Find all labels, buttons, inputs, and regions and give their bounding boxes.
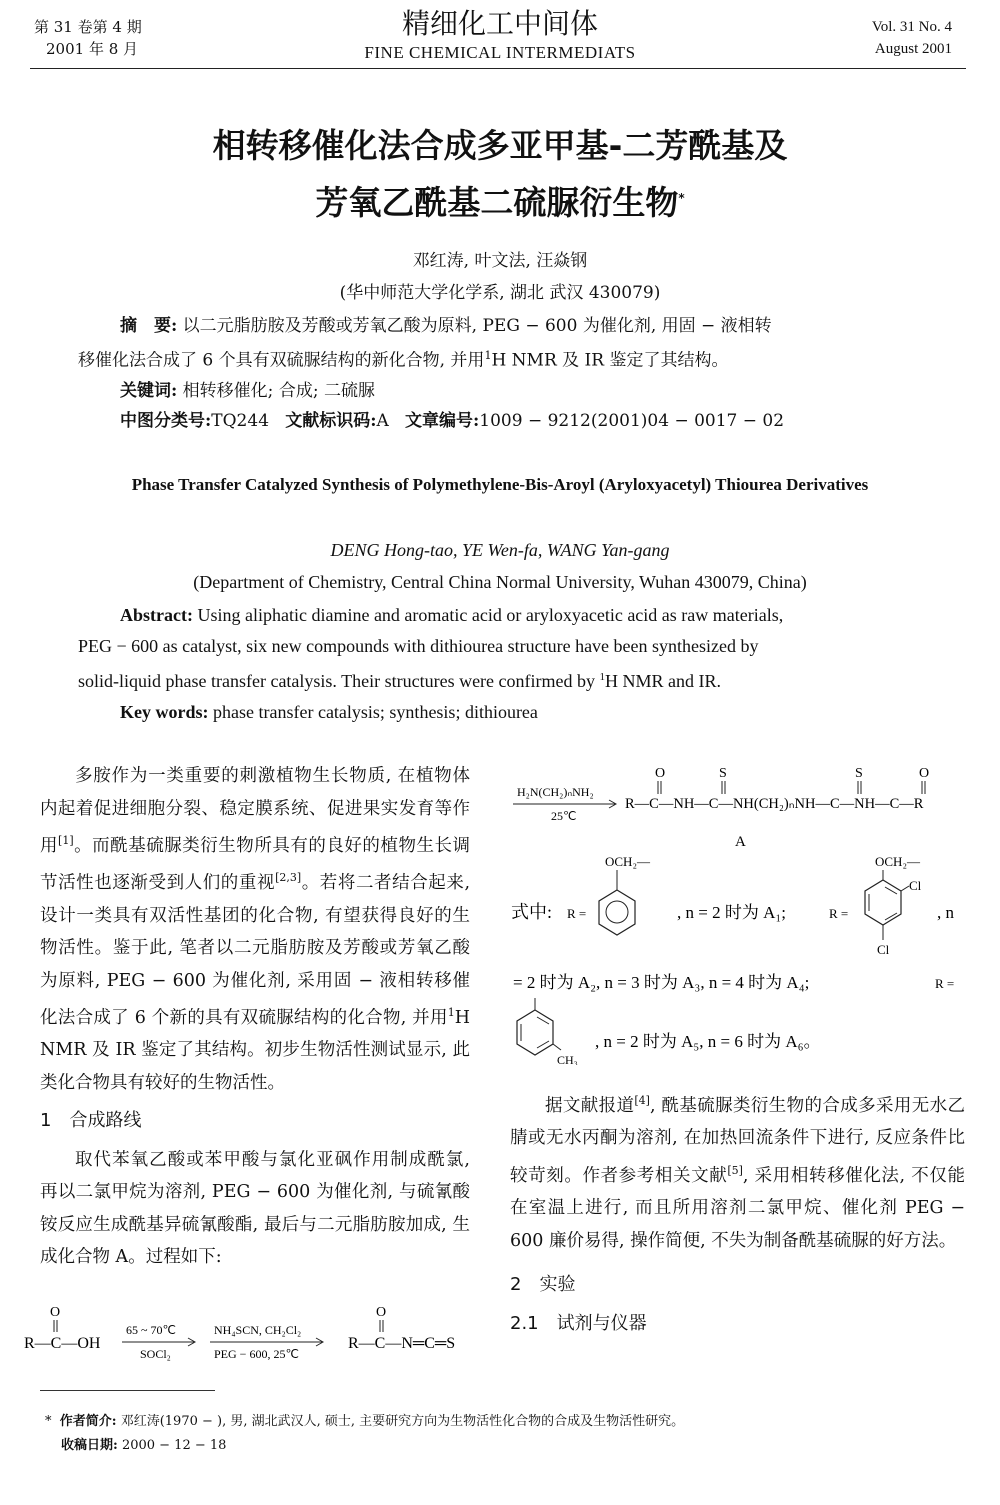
abstract-en-text3: solid-liquid phase transfer catalysis. Their structures were confirmed by <box>78 671 600 691</box>
benzene-ring-3 <box>517 1010 553 1055</box>
intro-text-a: 多胺作为一类重要的刺激植物生长物质, 在植物体内起着促进细胞分裂、稳定膜系统、促进果实发育等作用 <box>40 766 470 856</box>
ref-4: [4] <box>634 1094 650 1107</box>
abstract-cn-line1: 以二元脂肪胺及芳酸或芳氧乙酸为原料, PEG − 600 为催化剂, 用固 − 液相转 <box>177 316 772 336</box>
keywords-cn-label: 关键词: <box>120 380 178 401</box>
step2-condition-bottom: PEG − 600, 25℃ <box>214 1347 299 1361</box>
diamine-reagent: H₂N(CH₂)ₙNH₂ <box>517 785 594 799</box>
journal-name <box>0 6 1000 64</box>
abstract-en-label: Abstract: <box>120 605 193 625</box>
abstract-cn-line2: 移催化法合成了 6 个具有双硫脲结构的新化合物, 并用 <box>78 350 485 371</box>
intro-paragraph <box>40 760 470 1099</box>
abstract-cn <box>78 311 918 436</box>
a1-text: , n = 2 时为 A₁; <box>677 903 787 922</box>
compound-label-a: A <box>735 834 746 850</box>
volume-issue-en: Vol. 31 No. 4 <box>871 19 952 35</box>
issue-date: 2001 年 8 月 <box>46 40 139 58</box>
abstract-en <box>78 600 908 728</box>
footnote-star: * <box>45 1414 52 1429</box>
header-rule <box>30 68 966 69</box>
received-date-label: 收稿日期: <box>61 1438 118 1453</box>
article-no-label: 文章编号: <box>405 410 480 431</box>
title-line2-text: 芳氧乙酰基二硫脲衍生物 <box>315 183 679 222</box>
authors-cn: 邓红涛, 叶文法, 汪焱钢 <box>412 251 588 271</box>
title-line2 <box>0 172 1000 229</box>
section-2-heading: 2 实验 <box>510 1274 576 1296</box>
substituent-structures <box>505 850 970 1065</box>
chloro-ortho: Cl <box>909 878 922 893</box>
lit-text-b: , 酰基硫脲类衍生物的合成多采用无水乙腈或无水丙酮为溶剂, 在加热回流条件下进行, 反应条件比较苛刻。作者参考相关文献 <box>510 1095 966 1186</box>
title-line1: 相转移催化法合成多亚甲基-二芳酰基及 <box>212 126 788 165</box>
a2-a4-text: = 2 时为 A₂, n = 3 时为 A₃, n = 4 时为 A₄; <box>513 973 810 992</box>
chain-o-left: O <box>655 766 666 781</box>
keywords-en-text: phase transfer catalysis; synthesis; dithiourea <box>208 702 538 722</box>
step2-condition-top: NH₄SCN, CH₂Cl₂ <box>214 1323 302 1337</box>
r-equals-3: R = <box>935 976 955 991</box>
footnote-rule <box>40 1390 215 1391</box>
methyl-group: CH₃ <box>557 1053 578 1065</box>
abstract-en-sup: 1 <box>599 671 606 683</box>
journal-name-en: FINE CHEMICAL INTERMEDIATS <box>364 43 636 62</box>
author-bio-label: 作者简介: <box>59 1414 117 1429</box>
lit-text-a: 据文献报道 <box>545 1095 635 1116</box>
chloro-para: Cl <box>877 942 890 957</box>
intro-text-b: 。而酰基硫脲类衍生物所具有的良好的植物生长调节活性也逐渐受到人们的重视 <box>40 835 471 894</box>
section-1-heading: 1 合成路线 <box>40 1110 142 1132</box>
carboxylic-acid: R—C—OH <box>24 1335 101 1352</box>
abstract-en-text2: PEG − 600 as catalyst, six new compounds with dithiourea structure have been synthesized by <box>78 636 759 656</box>
acid-carbonyl-o: O <box>50 1305 61 1320</box>
ref-5: [5] <box>727 1163 743 1177</box>
step1-condition-top: 65 ~ 70℃ <box>126 1323 176 1337</box>
classification-line <box>78 406 918 436</box>
clc-value: TQ244 <box>211 410 270 431</box>
benzene-ring-2 <box>865 880 901 925</box>
ref-2-3: [2,3] <box>275 871 302 885</box>
footnote <box>45 1410 684 1458</box>
section-2-1-heading: 2.1 试剂与仪器 <box>510 1312 647 1334</box>
article-no-value: 1009 − 9212(2001)04 − 0017 − 02 <box>479 410 785 431</box>
clc-label: 中图分类号: <box>120 410 212 431</box>
affiliation-en: (Department of Chemistry, Central China Normal University, Wuhan 430079, China) <box>193 572 807 592</box>
literature-paragraph <box>510 1085 965 1257</box>
a5-a6-text: , n = 2 时为 A₅, n = 6 时为 A₆。 <box>595 1032 821 1051</box>
title-en: Phase Transfer Catalyzed Synthesis of Polymethylene-Bis-Aroyl (Aryloxyacetyl) Thiourea Derivatives <box>131 475 869 494</box>
comma-n: , n <box>937 903 954 922</box>
abstract-en-text1: Using aliphatic diamine and aromatic acid or aryloxyacetic acid as raw materials, <box>192 605 784 625</box>
issue-date-en: August 2001 <box>874 41 952 57</box>
left-column <box>40 760 470 1274</box>
product-carbonyl-o: O <box>376 1305 387 1320</box>
route-paragraph: 取代苯氧乙酸或苯甲酸与氯化亚砜作用制成酰氯, 再以二氯甲烷为溶剂, PEG − 600 为催化剂, 与硫氰酸铵反应生成酰基异硫氰酸酯, 最后与二元脂肪胺加成, 生成化合物 A。过程如下: <box>40 1149 470 1268</box>
chain-o-right: O <box>919 766 930 781</box>
affiliation-cn: (华中师范大学化学系, 湖北 武汉 430079) <box>339 283 661 303</box>
journal-name-cn: 精细化工中间体 <box>401 7 598 40</box>
abstract-en-text3b: H NMR and IR. <box>605 671 722 691</box>
keywords-en-label: Key words: <box>120 702 209 722</box>
doc-code-label: 文献标识码: <box>285 410 377 431</box>
where-label: 式中: <box>511 902 553 922</box>
authors-en: DENG Hong-tao, YE Wen-fa, WANG Yan-gang <box>330 540 670 560</box>
intro-text-c: 。若将二者结合起来, 设计一类具有双活性基团的化合物, 有望获得良好的生物活性。鉴于此, 笔者以二元脂肪胺及芳酸或芳氧乙酸为原料, PEG − 600 为催化剂, 采用固 − 液相转移催化法合成了 6 个新的具有双硫脲结构的化合物, 并用 <box>40 873 471 1028</box>
journal-volume-en <box>872 16 952 60</box>
r-equals-2: R = <box>829 906 849 921</box>
doc-code-value: A <box>376 410 389 431</box>
article-title <box>0 120 1000 229</box>
chain-s-right: S <box>855 766 863 781</box>
r-equals-1: R = <box>567 906 587 921</box>
abstract-cn-line2b: H NMR 及 IR 鉴定了其结构。 <box>491 350 729 371</box>
keywords-cn-text: 相转移催化; 合成; 二硫脲 <box>177 380 375 401</box>
abstract-cn-sup: 1 <box>484 349 492 362</box>
acyl-isothiocyanate: R—C—N═C═S <box>348 1335 456 1352</box>
intro-sup: 1 <box>447 1006 455 1020</box>
oxymethyl-2: OCH₂— <box>875 854 920 869</box>
step1-condition-bottom: SOCl₂ <box>140 1347 171 1361</box>
abstract-cn-label: 摘 要: <box>120 316 178 336</box>
dithiourea-chain: R—C—NH—C—NH(CH₂)ₙNH—C—NH—C—R <box>625 796 924 812</box>
benzene-ring-1 <box>599 890 635 935</box>
scheme-dithiourea <box>505 762 970 852</box>
chain-s-left: S <box>719 766 727 781</box>
received-date-value: 2000 − 12 − 18 <box>117 1438 227 1453</box>
volume-issue: 第 31 卷第 4 期 <box>34 18 142 36</box>
reaction-temperature: 25℃ <box>551 809 577 823</box>
title-footnote-mark: * <box>678 191 685 205</box>
author-bio-text: 邓红涛(1970 − ), 男, 湖北武汉人, 硕士, 主要研究方向为生物活性化合物的合成及生物活性研究。 <box>116 1414 685 1429</box>
right-column-text <box>510 1085 965 1340</box>
intro-text-d: H NMR 及 IR 鉴定了其结构。初步生物活性测试显示, 此类化合物具有较好的生物活性。 <box>40 1007 470 1093</box>
oxymethyl-1: OCH₂— <box>605 854 650 869</box>
ref-1: [1] <box>58 834 74 847</box>
scheme-acyl-isothiocyanate <box>18 1298 488 1368</box>
lit-text-c: , 采用相转移催化法, 不仅能在室温上进行, 而且所用溶剂二氯甲烷、催化剂 PEG − 600 廉价易得, 操作简便, 不失为制备酰基硫脲的好方法。 <box>510 1165 965 1251</box>
